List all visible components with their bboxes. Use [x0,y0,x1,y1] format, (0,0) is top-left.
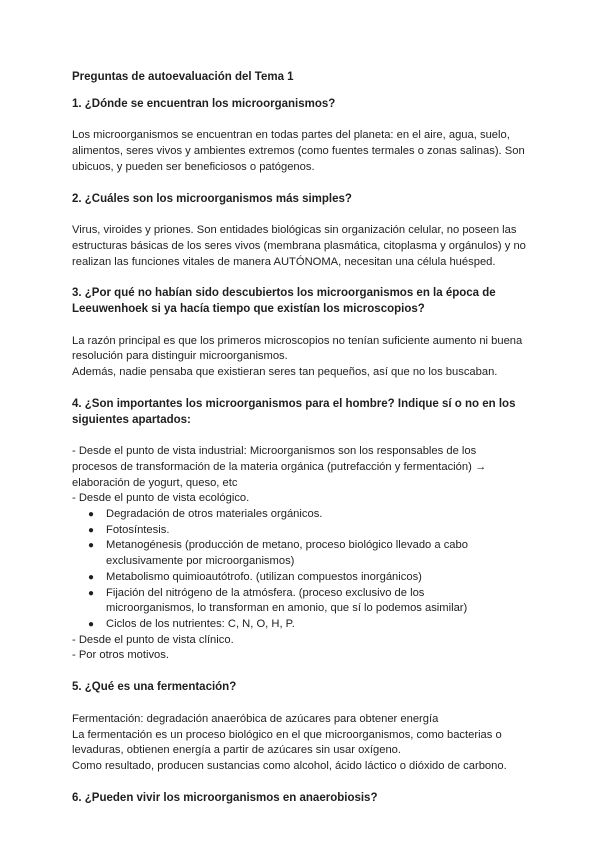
question-3 [72,286,532,397]
question-3-title-line: Leeuwenhoek si ya hacía tiempo que existían los microscopios? [72,303,425,316]
bullet-item [88,617,532,633]
bullet-text: Fijación del nitrógeno de la atmósfera. (proceso exclusivo de los [106,586,425,599]
bullet-dot-icon: ● [88,571,95,583]
ecological-bullet-list [72,507,532,633]
answer-3-line: resolución para distinguir microorganismos. [72,350,288,363]
bullet-text: Metabolismo quimioautótrofo. (utilizan compuestos inorgánicos) [106,570,422,583]
bullet-dot-icon: ● [88,587,95,599]
bullet-dot-icon: ● [88,524,95,536]
question-1-title: 1. ¿Dónde se encuentran los microorganismos? [72,97,336,110]
question-5-title: 5. ¿Qué es una fermentación? [72,681,237,694]
answer-5-line: La fermentación es un proceso biológico en el que microorganismos, como bacterias o [72,728,502,741]
question-4-title-line: 4. ¿Son importantes los microorganismos para el hombre? Indique sí o no en los [72,397,516,410]
answer-5-line: levaduras, obtienen energía a partir de azúcares sin usar oxígeno. [72,744,401,757]
bullet-text: microorganismos, lo transforman en amonio, que sí lo podemos asimilar) [106,602,468,615]
document-title: Preguntas de autoevaluación del Tema 1 [72,71,294,83]
clinical-label: - Desde el punto de vista clínico. [72,633,234,646]
bullet-text: Degradación de otros materiales orgánicos. [106,508,323,521]
bullet-item [88,507,532,523]
question-6-title: 6. ¿Pueden vivir los microorganismos en anaerobiosis? [72,791,378,804]
bullet-dot-icon: ● [88,509,95,521]
question-4 [72,397,532,680]
bullet-text: Fotosíntesis. [106,523,170,536]
industrial-line: procesos de transformación de la materia orgánica (putrefacción y fermentación) → [72,460,487,473]
question-6 [72,791,532,807]
question-3-title-line: 3. ¿Por qué no habían sido descubiertos los microorganismos en la época de [72,287,496,300]
other-label: - Por otros motivos. [72,649,169,662]
bullet-text: Metanogénesis (producción de metano, proceso biológico llevado a cabo [106,539,468,552]
bullet-item [88,570,532,586]
industrial-line: - Desde el punto de vista industrial: Microorganismos son los responsables de los [72,445,477,458]
question-2-title: 2. ¿Cuáles son los microorganismos más simples? [72,192,352,205]
question-4-title-line: siguientes apartados: [72,413,191,426]
answer-3-line: La razón principal es que los primeros microscopios no tenían suficiente aumento ni buena [72,334,523,347]
document-page [72,70,532,806]
bullet-item [88,523,532,539]
answer-5-line: Como resultado, producen sustancias como alcohol, ácido láctico o dióxido de carbono. [72,759,507,772]
industrial-line: elaboración de yogurt, queso, etc [72,476,238,489]
bullet-dot-icon: ● [88,540,95,552]
bullet-text: Ciclos de los nutrientes: C, N, O, H, P. [106,617,295,630]
answer-2-line: Virus, viroides y priones. Son entidades biológicas sin organización celular, no poseen las [72,224,517,237]
answer-1-line: Los microorganismos se encuentran en todas partes del planeta: en el aire, agua, suelo, [72,129,510,142]
question-2 [72,192,532,287]
bullet-item [88,586,532,617]
question-5 [72,680,532,791]
answer-3-line: Además, nadie pensaba que existieran seres tan pequeños, así que no los buscaban. [72,366,498,379]
answer-2-line: realizan las funciones vitales de manera AUTÓNOMA, necesitan una célula huésped. [72,255,496,268]
answer-5-line: Fermentación: degradación anaeróbica de azúcares para obtener energía [72,712,439,725]
bullet-dot-icon: ● [88,618,95,630]
answer-1-line: ubicuos, y pueden ser beneficiosos o patógenos. [72,160,315,173]
ecological-label: - Desde el punto de vista ecológico. [72,492,250,505]
answer-2-line: estructuras básicas de los seres vivos (membrana plasmática, citoplasma y orgánulos) y no [72,239,526,252]
answer-1-line: alimentos, seres vivos y ambientes extremos (como fuentes termales o zonas salinas). Son [72,145,525,158]
bullet-item [88,538,532,569]
question-1 [72,97,532,192]
bullet-text: exclusivamente por microorganismos) [106,555,295,568]
